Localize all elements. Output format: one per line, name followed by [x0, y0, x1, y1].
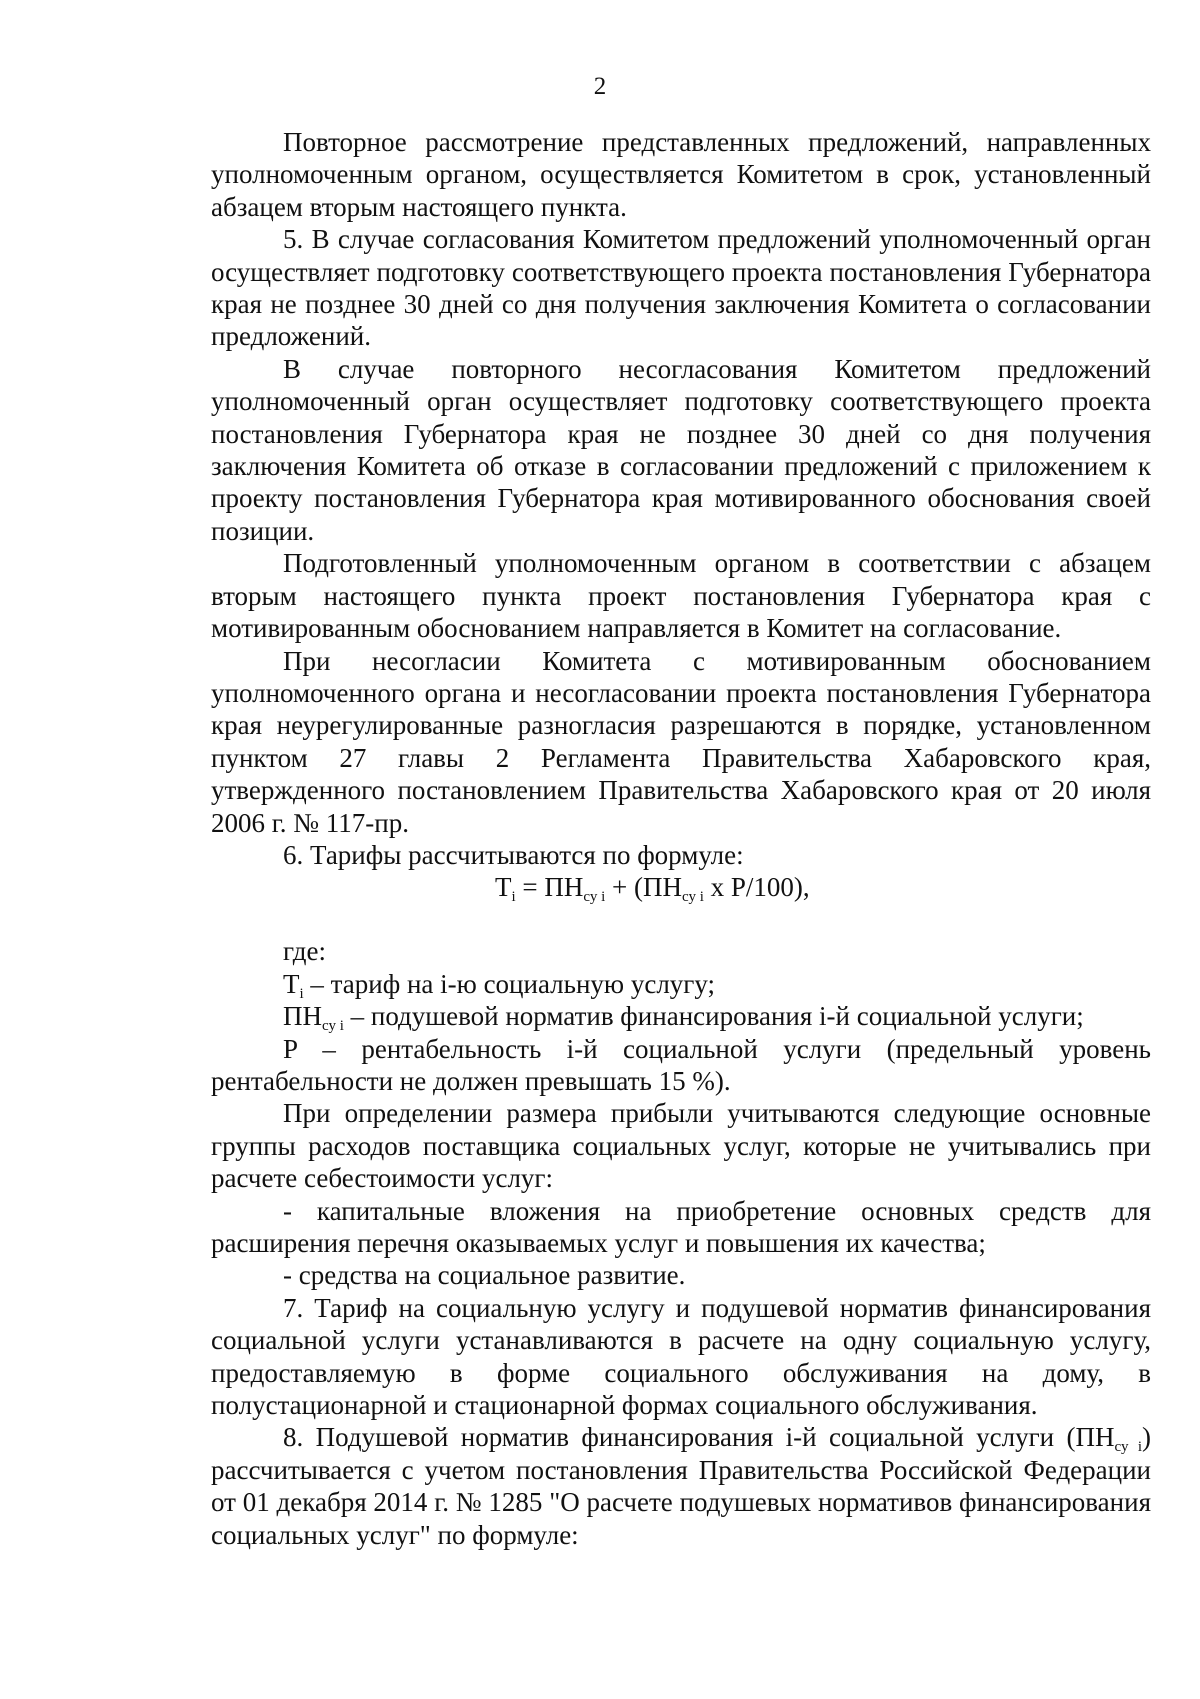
paragraph-prepared-draft: Подготовленный уполномоченным органом в соответствии с абзацем вторым настоящего пункта проект постановления Губернатора края с мотивированным обоснованием направляется в Комитет на согласование.	[211, 548, 1151, 644]
tariff-formula	[211, 871, 1151, 935]
paragraph-item-8-subscript: су i	[1114, 1439, 1142, 1456]
paragraph-repeated-disagreement: В случае повторного несогласования Комитетом предложений уполномоченный орган осуществляет подготовку соответствующего проекта постановления Губернатора края не позднее 30 дней со дня получения заключения Комитета об отказе в согласовании предложений с приложением к проекту постановления Губернатора края мотивированного обоснования своей позиции.	[211, 353, 1151, 546]
paragraph-disagreement-resolution: При несогласии Комитета с мотивированным обоснованием уполномоченного органа и несогласовании проекта постановления Губернатора края неурегулированные разногласия разрешаются в порядке, установленном пунктом 27 главы 2 Регламента Правительства Хабаровского края, утвержденного постановлением Правительства Хабаровского края от 20 июля 2006 г. № 117-пр.	[211, 645, 1151, 838]
paragraph-item-8	[211, 1421, 1151, 1551]
formula-lhs-subscript: i	[511, 889, 516, 906]
definition-p: P – рентабельность i-й социальной услуги (предельный уровень рентабельности не должен превышать 15 %).	[211, 1033, 1151, 1096]
paragraph-item-6: 6. Тарифы рассчитываются по формуле:	[283, 839, 744, 870]
formula-eq: = ПН	[515, 872, 584, 903]
formula-lhs: T	[495, 872, 512, 903]
paragraph-repeat-review: Повторное рассмотрение представленных предложений, направленных уполномоченным органом, осуществляется Комитетом в срок, установленный абзацем вторым настоящего пункта.	[211, 127, 1151, 222]
paragraph-item-8-start: 8. Подушевой норматив финансирования i-й социальной услуги (ПН	[283, 1422, 1115, 1453]
definition-ti-text: – тариф на i-ю социальную услугу;	[303, 968, 716, 999]
definition-pn	[211, 1000, 1151, 1035]
list-item-capital-investments: - капитальные вложения на приобретение основных средств для расширения перечня оказываемых услуг и повышения их качества;	[211, 1195, 1151, 1258]
formula-mid: + (ПН	[605, 872, 683, 903]
definition-ti-symbol: T	[283, 968, 300, 999]
formula-subscript-2: су i	[682, 889, 704, 906]
page-number: 2	[593, 73, 607, 100]
paragraph-item-7: 7. Тариф на социальную услугу и подушевой норматив финансирования социальной услуги устанавливаются в расчете на одну социальную услугу, предоставляемую в форме социального обслуживания на дому, в полустационарной и стационарной формах социального обслуживания.	[211, 1292, 1151, 1421]
document-body	[211, 126, 1151, 1551]
definition-ti	[211, 968, 1151, 1000]
definition-pn-subscript: су i	[322, 1018, 344, 1035]
where-label: где:	[283, 936, 326, 967]
paragraph-item-5: 5. В случае согласования Комитетом предложений уполномоченный орган осуществляет подготовку соответствующего проекта постановления Губернатора края не позднее 30 дней со дня получения заключения Комитета о согласовании предложений.	[211, 224, 1151, 352]
paragraph-item-8-end: ) рассчитывается с учетом постановления Правительства Российской Федерации от 01 декабря 2014 г. № 1285 "О расчете подушевых нормативов финансирования социальных услуг" по формуле:	[211, 1422, 1151, 1550]
definition-pn-symbol: ПН	[283, 1001, 322, 1032]
definition-ti-subscript: i	[299, 985, 304, 1002]
list-item-social-development: - средства на социальное развитие.	[283, 1260, 686, 1291]
formula-end: x P/100),	[703, 872, 810, 903]
definition-pn-text: – подушевой норматив финансирования i-й социальной услуги;	[343, 1001, 1084, 1032]
paragraph-profit-expenses: При определении размера прибыли учитываются следующие основные группы расходов поставщика социальных услуг, которые не учитывались при расчете себестоимости услуг:	[211, 1098, 1151, 1194]
formula-subscript-1: су i	[583, 889, 606, 906]
